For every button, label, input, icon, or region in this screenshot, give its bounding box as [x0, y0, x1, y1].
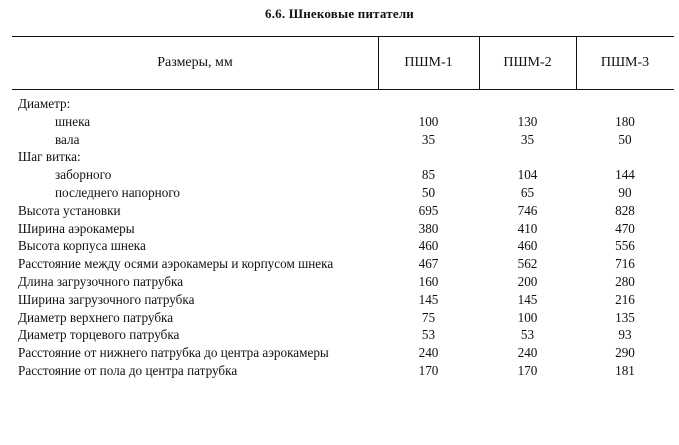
cell-pshm-3: 180 [615, 113, 635, 129]
cell-pshm-2: 104 [517, 167, 538, 183]
cell-pshm-3: 181 [615, 362, 635, 378]
cell-pshm-1: 53 [421, 327, 436, 343]
row-label: Диаметр верхнего патрубка [18, 309, 174, 325]
table-row [12, 166, 674, 184]
cell-pshm-1: 380 [418, 220, 439, 236]
header-pshm-2: ПШМ-2 [503, 55, 552, 70]
row-label: вала [55, 131, 80, 147]
cell-pshm-2: 35 [520, 131, 535, 147]
table-row [12, 255, 674, 273]
cell-pshm-3: 470 [615, 220, 635, 236]
cell-pshm-1: 75 [421, 309, 436, 325]
cell-pshm-1: 240 [418, 345, 439, 361]
table-row [12, 113, 674, 131]
cell-pshm-1: 100 [418, 113, 439, 129]
table-row [12, 362, 674, 380]
cell-pshm-2: 65 [520, 184, 535, 200]
row-label: Высота установки [18, 202, 121, 218]
cell-pshm-2: 170 [517, 362, 538, 378]
table-row [12, 184, 674, 202]
cell-pshm-2: 240 [517, 345, 538, 361]
row-label: Высота корпуса шнека [18, 238, 146, 254]
cell-pshm-2: 200 [517, 273, 538, 289]
table-row [12, 237, 674, 255]
cell-pshm-3: 93 [618, 327, 632, 343]
header-dimensions: Размеры, мм [157, 55, 233, 70]
row-label: последнего напорного [55, 184, 180, 200]
cell-pshm-2: 746 [517, 202, 538, 218]
cell-pshm-1: 695 [418, 202, 439, 218]
table-row [12, 202, 674, 220]
table-row [12, 326, 674, 344]
row-label: Диаметр торцевого патрубка [18, 327, 180, 343]
cell-pshm-3: 144 [615, 167, 635, 183]
cell-pshm-2: 562 [517, 256, 538, 272]
cell-pshm-2: 460 [517, 238, 538, 254]
table-row [12, 309, 674, 327]
cell-pshm-1: 35 [421, 131, 436, 147]
cell-pshm-3: 135 [615, 309, 635, 325]
row-label: Шаг витка: [18, 149, 81, 165]
table-row [12, 273, 674, 291]
cell-pshm-3: 716 [615, 256, 635, 272]
table-title: 6.6. Шнековые питатели [265, 6, 414, 21]
cell-pshm-3: 90 [618, 184, 632, 200]
table-row [12, 131, 674, 149]
header-bottom-rule [12, 89, 674, 90]
table-body [12, 95, 674, 380]
row-label: Расстояние между осями аэрокамеры и корпусом шнека [18, 256, 334, 272]
table-row [12, 344, 674, 362]
header-pshm-3: ПШМ-3 [600, 55, 650, 70]
row-label: Расстояние от пола до центра патрубка [18, 362, 238, 378]
row-label: Длина загрузочного патрубка [18, 273, 184, 289]
table-row [12, 220, 674, 238]
table-row [12, 148, 674, 166]
cell-pshm-1: 170 [418, 362, 439, 378]
cell-pshm-2: 145 [517, 291, 538, 307]
cell-pshm-2: 53 [520, 327, 535, 343]
row-label: заборного [55, 167, 112, 183]
cell-pshm-3: 50 [618, 131, 632, 147]
row-label: Ширина аэрокамеры [18, 220, 135, 236]
cell-pshm-3: 556 [615, 238, 635, 254]
table-row [12, 291, 674, 309]
row-label: Диаметр: [18, 96, 71, 111]
cell-pshm-1: 160 [418, 273, 439, 289]
row-label: Ширина загрузочного патрубка [18, 291, 195, 307]
cell-pshm-2: 130 [517, 113, 538, 129]
cell-pshm-3: 280 [615, 273, 635, 289]
cell-pshm-3: 216 [615, 291, 635, 307]
cell-pshm-1: 145 [418, 291, 439, 307]
row-label: Расстояние от нижнего патрубка до центра аэрокамеры [18, 345, 329, 361]
header-pshm-1: ПШМ-1 [404, 55, 453, 70]
cell-pshm-3: 290 [615, 345, 635, 361]
cell-pshm-1: 85 [421, 167, 436, 183]
cell-pshm-2: 410 [517, 220, 538, 236]
cell-pshm-3: 828 [615, 202, 635, 218]
cell-pshm-1: 460 [418, 238, 439, 254]
table-row [12, 95, 674, 113]
cell-pshm-1: 50 [421, 184, 436, 200]
row-label: шнека [55, 113, 91, 129]
cell-pshm-2: 100 [517, 309, 538, 325]
cell-pshm-1: 467 [418, 256, 439, 272]
